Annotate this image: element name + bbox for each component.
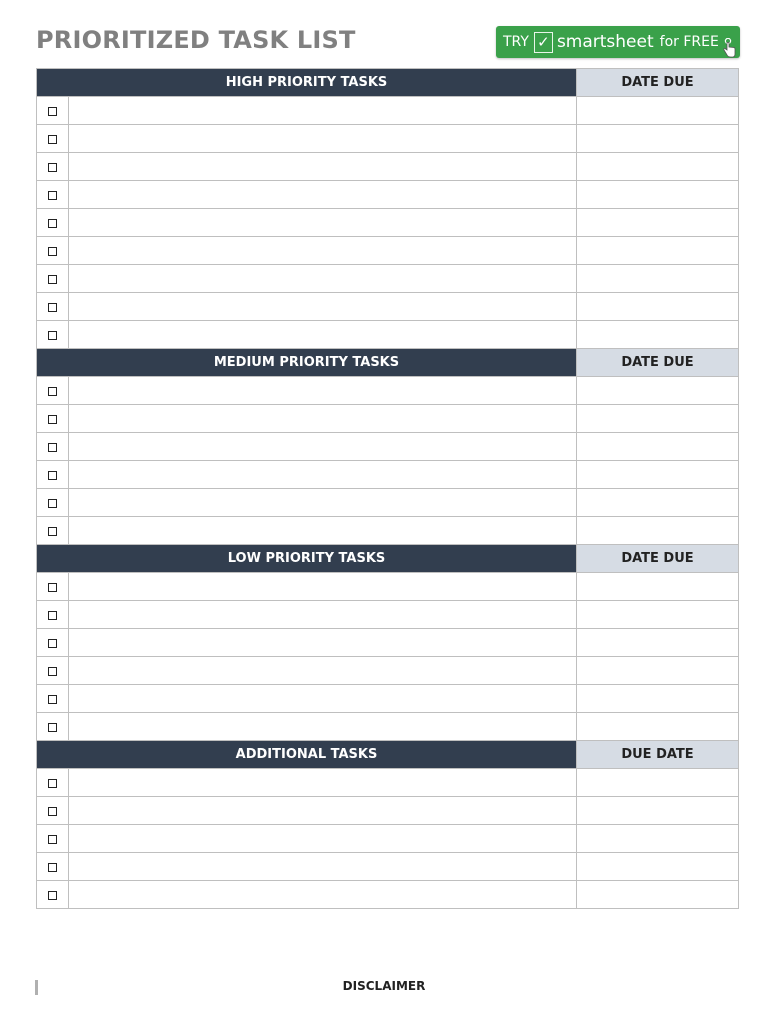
task-description-cell[interactable] xyxy=(69,125,577,153)
task-row xyxy=(37,797,739,825)
task-description-cell[interactable] xyxy=(69,601,577,629)
checkbox-icon[interactable] xyxy=(48,527,57,536)
checkbox-icon[interactable] xyxy=(48,219,57,228)
task-row xyxy=(37,153,739,181)
task-description-cell[interactable] xyxy=(69,517,577,545)
task-checkbox-cell[interactable] xyxy=(37,433,69,461)
task-row xyxy=(37,209,739,237)
checkbox-icon[interactable] xyxy=(48,107,57,116)
date-due-cell[interactable] xyxy=(577,125,739,153)
date-due-cell[interactable] xyxy=(577,433,739,461)
checkbox-icon[interactable] xyxy=(48,135,57,144)
task-checkbox-cell[interactable] xyxy=(37,321,69,349)
date-due-cell[interactable] xyxy=(577,209,739,237)
date-due-cell[interactable] xyxy=(577,461,739,489)
task-checkbox-cell[interactable] xyxy=(37,461,69,489)
task-row xyxy=(37,685,739,713)
section-heading: LOW PRIORITY TASKS xyxy=(37,545,577,573)
checkbox-icon[interactable] xyxy=(48,639,57,648)
task-row xyxy=(37,769,739,797)
task-description-cell[interactable] xyxy=(69,265,577,293)
date-due-cell[interactable] xyxy=(577,769,739,797)
checkbox-icon[interactable] xyxy=(48,891,57,900)
date-due-cell[interactable] xyxy=(577,405,739,433)
task-row xyxy=(37,405,739,433)
task-row xyxy=(37,377,739,405)
task-checkbox-cell[interactable] xyxy=(37,825,69,853)
page-title: PRIORITIZED TASK LIST xyxy=(36,26,356,54)
task-row xyxy=(37,657,739,685)
task-row xyxy=(37,489,739,517)
task-row xyxy=(37,881,739,909)
task-description-cell[interactable] xyxy=(69,853,577,881)
date-due-cell[interactable] xyxy=(577,825,739,853)
task-row xyxy=(37,629,739,657)
date-due-cell[interactable] xyxy=(577,657,739,685)
checkbox-icon[interactable] xyxy=(48,275,57,284)
task-row xyxy=(37,433,739,461)
task-row xyxy=(37,825,739,853)
task-row xyxy=(37,601,739,629)
checkbox-icon[interactable] xyxy=(48,723,57,732)
task-checkbox-cell[interactable] xyxy=(37,853,69,881)
task-checkbox-cell[interactable] xyxy=(37,685,69,713)
task-table xyxy=(36,68,739,909)
task-row xyxy=(37,853,739,881)
task-checkbox-cell[interactable] xyxy=(37,377,69,405)
date-due-cell[interactable] xyxy=(577,293,739,321)
task-description-cell[interactable] xyxy=(69,573,577,601)
checkbox-icon[interactable] xyxy=(48,695,57,704)
date-due-cell[interactable] xyxy=(577,377,739,405)
hand-cursor-icon xyxy=(722,38,736,58)
checkbox-icon[interactable] xyxy=(48,863,57,872)
date-due-cell[interactable] xyxy=(577,797,739,825)
task-checkbox-cell[interactable] xyxy=(37,657,69,685)
checkbox-icon[interactable] xyxy=(48,611,57,620)
task-checkbox-cell[interactable] xyxy=(37,405,69,433)
task-description-cell[interactable] xyxy=(69,321,577,349)
date-due-cell[interactable] xyxy=(577,237,739,265)
date-due-cell[interactable] xyxy=(577,881,739,909)
task-description-cell[interactable] xyxy=(69,881,577,909)
checkbox-icon[interactable] xyxy=(48,191,57,200)
checkbox-icon[interactable] xyxy=(48,779,57,788)
task-checkbox-cell[interactable] xyxy=(37,181,69,209)
task-row xyxy=(37,517,739,545)
task-checkbox-cell[interactable] xyxy=(37,601,69,629)
task-checkbox-cell[interactable] xyxy=(37,293,69,321)
smartsheet-logo: smartsheet xyxy=(556,32,654,52)
section-header-row xyxy=(37,349,739,377)
task-row xyxy=(37,461,739,489)
task-checkbox-cell[interactable] xyxy=(37,713,69,741)
task-row xyxy=(37,237,739,265)
section-header-row xyxy=(37,545,739,573)
task-row xyxy=(37,573,739,601)
task-row xyxy=(37,97,739,125)
task-row xyxy=(37,181,739,209)
task-checkbox-cell[interactable] xyxy=(37,573,69,601)
task-description-cell[interactable] xyxy=(69,461,577,489)
task-checkbox-cell[interactable] xyxy=(37,153,69,181)
task-description-cell[interactable] xyxy=(69,377,577,405)
task-checkbox-cell[interactable] xyxy=(37,797,69,825)
section-heading: MEDIUM PRIORITY TASKS xyxy=(37,349,577,377)
task-description-cell[interactable] xyxy=(69,293,577,321)
date-due-cell[interactable] xyxy=(577,853,739,881)
task-checkbox-cell[interactable] xyxy=(37,97,69,125)
task-description-cell[interactable] xyxy=(69,489,577,517)
task-row xyxy=(37,293,739,321)
task-description-cell[interactable] xyxy=(69,657,577,685)
task-description-cell[interactable] xyxy=(69,433,577,461)
task-description-cell[interactable] xyxy=(69,713,577,741)
checkbox-icon[interactable] xyxy=(48,499,57,508)
task-description-cell[interactable] xyxy=(69,629,577,657)
task-checkbox-cell[interactable] xyxy=(37,209,69,237)
task-checkbox-cell[interactable] xyxy=(37,517,69,545)
checkbox-icon[interactable] xyxy=(48,247,57,256)
task-description-cell[interactable] xyxy=(69,97,577,125)
checkbox-icon[interactable] xyxy=(48,583,57,592)
task-checkbox-cell[interactable] xyxy=(37,237,69,265)
promo-try-label: TRY xyxy=(503,34,529,50)
task-description-cell[interactable] xyxy=(69,405,577,433)
task-description-cell[interactable] xyxy=(69,685,577,713)
task-description-cell[interactable] xyxy=(69,237,577,265)
date-due-cell[interactable] xyxy=(577,685,739,713)
task-description-cell[interactable] xyxy=(69,769,577,797)
section-header-row xyxy=(37,741,739,769)
promo-free-label: for FREE xyxy=(659,34,719,50)
disclaimer-link[interactable]: DISCLAIMER xyxy=(342,979,426,993)
date-due-cell[interactable] xyxy=(577,489,739,517)
task-description-cell[interactable] xyxy=(69,153,577,181)
date-due-cell[interactable] xyxy=(577,713,739,741)
checkbox-icon[interactable] xyxy=(48,331,57,340)
checkbox-icon[interactable] xyxy=(48,471,57,480)
task-row xyxy=(37,713,739,741)
checkbox-icon[interactable] xyxy=(48,415,57,424)
task-checkbox-cell[interactable] xyxy=(37,881,69,909)
task-description-cell[interactable] xyxy=(69,181,577,209)
task-description-cell[interactable] xyxy=(69,797,577,825)
checkbox-icon[interactable] xyxy=(48,163,57,172)
date-due-cell[interactable] xyxy=(577,629,739,657)
checkbox-icon[interactable] xyxy=(48,443,57,452)
task-description-cell[interactable] xyxy=(69,209,577,237)
date-due-cell[interactable] xyxy=(577,601,739,629)
checkbox-icon[interactable] xyxy=(48,303,57,312)
checkbox-icon[interactable] xyxy=(48,667,57,676)
section-heading: ADDITIONAL TASKS xyxy=(37,741,577,769)
date-due-cell[interactable] xyxy=(577,517,739,545)
task-checkbox-cell[interactable] xyxy=(37,629,69,657)
date-due-cell[interactable] xyxy=(577,97,739,125)
section-header-row xyxy=(37,69,739,97)
date-due-cell[interactable] xyxy=(577,321,739,349)
task-row xyxy=(37,321,739,349)
date-due-heading: DATE DUE xyxy=(577,349,739,377)
try-smartsheet-button[interactable] xyxy=(496,26,740,58)
date-due-cell[interactable] xyxy=(577,573,739,601)
checkbox-icon[interactable] xyxy=(48,835,57,844)
date-due-heading: DATE DUE xyxy=(577,69,739,97)
checkbox-icon[interactable] xyxy=(48,807,57,816)
checkbox-icon[interactable] xyxy=(48,387,57,396)
date-due-cell[interactable] xyxy=(577,153,739,181)
task-row xyxy=(37,125,739,153)
date-due-heading: DUE DATE xyxy=(577,741,739,769)
checkmark-icon: ✓ xyxy=(534,32,553,53)
task-description-cell[interactable] xyxy=(69,825,577,853)
date-due-cell[interactable] xyxy=(577,265,739,293)
task-checkbox-cell[interactable] xyxy=(37,125,69,153)
task-checkbox-cell[interactable] xyxy=(37,489,69,517)
task-checkbox-cell[interactable] xyxy=(37,265,69,293)
task-row xyxy=(37,265,739,293)
task-checkbox-cell[interactable] xyxy=(37,769,69,797)
date-due-cell[interactable] xyxy=(577,181,739,209)
date-due-heading: DATE DUE xyxy=(577,545,739,573)
section-heading: HIGH PRIORITY TASKS xyxy=(37,69,577,97)
